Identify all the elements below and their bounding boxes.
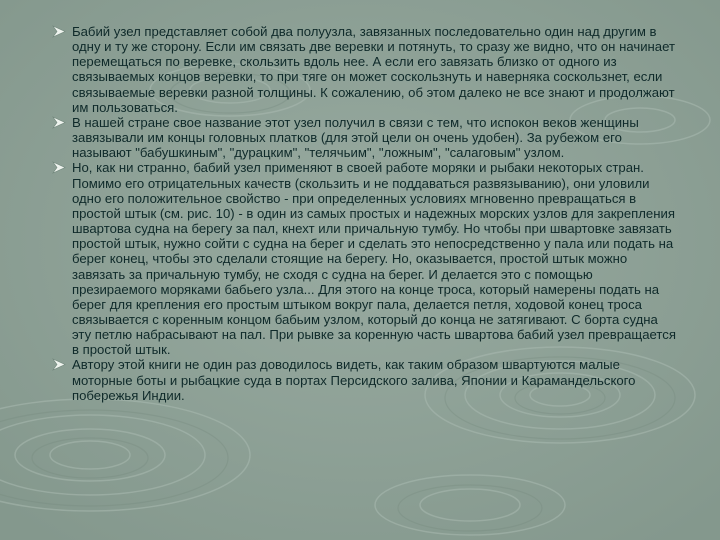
bullet-item — [52, 357, 680, 402]
bullet-list — [52, 24, 680, 403]
arrowhead-icon — [52, 25, 66, 38]
bullet-text: Автору этой книги не один раз доводилось видеть, как таким образом швартуются малые моторные боты и рыбацкие суда в портах Персидского залива, Японии и Карамандельского побережья Индии. — [72, 357, 636, 403]
bullet-item — [52, 115, 680, 160]
arrowhead-icon — [52, 161, 66, 174]
arrowhead-icon — [52, 358, 66, 371]
bullet-text: В нашей стране свое название этот узел получил в связи с тем, что испокон веков женщины завязывали им концы головных платков (для этой цели он очень удобен). За рубежом его называют "бабушкиным", "дурацким", "телячьим", "ложным", "салаговым" узлом. — [72, 114, 639, 161]
bullet-text: Но, как ни странно, бабий узел применяют в своей работе моряки и рыбаки некоторых стран. Помимо его отрицательных качеств (скользить и не поддаваться развязыванию), они уловили одно его положительное свойство - при определенных условиях мгновенно превращаться в простой штык (см. рис. 10) - в один из самых простых и надежных морских узлов для закрепления швартова судна на берегу за пал, кнехт или причальную тумбу. Но чтобы при швартовке завязать простой штык, нужно сойти с судна на берег и сделать это непосредственно у пала или подать на берег конец, чтобы это сделали стоящие на берегу. Но, оказывается, простой штык можно завязать за причальную тумбу, не сходя с судна на берег. И делается это с помощью презираемого моряками бабьего узла... Для этого на конце троса, который намерены подать на берег для крепления его простым штыком вокруг пала, делается петля, ходовой конец троса связывается с коренным концом бабьим узлом, который до конца не затягивают. С борта судна эту петлю набрасывают на пал. При рывке за коренную часть швартова бабий узел превращается в простой штык. — [72, 160, 676, 358]
bullet-text: Бабий узел представляет собой два полуузла, завязанных последовательно один над другим в одну и ту же сторону. Если им связать две веревки и потянуть, то сразу же видно, что он начинает перемещаться по веревке, скользить вдоль нее. А если его завязать близко от одного из связываемых концов веревки, то при тяге он может соскользнуть и наверняка соскользнет, если связываемые веревки разной толщины. К сожалению, об этом далеко не все знают и продолжают им пользоваться. — [72, 24, 675, 115]
arrowhead-icon — [52, 116, 66, 129]
bullet-item — [52, 24, 680, 115]
bullet-item — [52, 160, 680, 357]
